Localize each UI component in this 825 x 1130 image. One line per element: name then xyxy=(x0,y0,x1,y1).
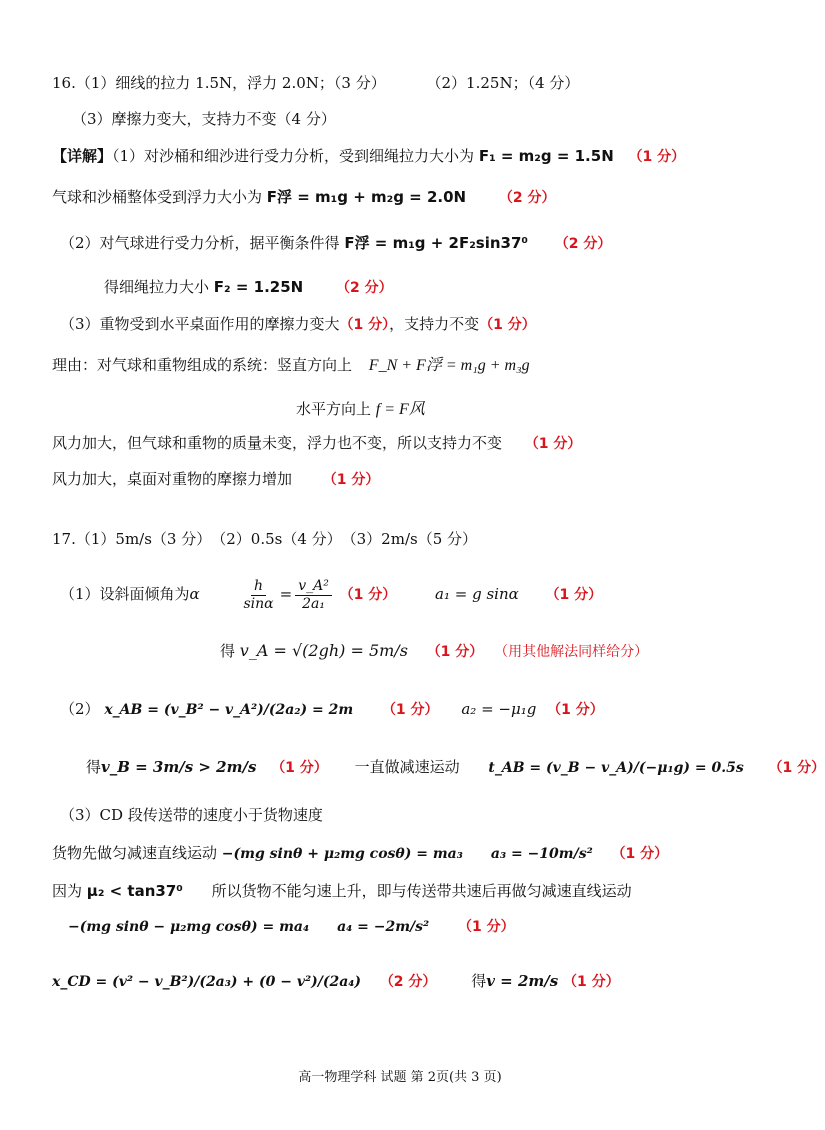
q16-detail-8 xyxy=(52,432,581,455)
result-prefix: 得 xyxy=(220,642,236,660)
q16-d2-text: 气球和沙桶整体受到浮力大小为 xyxy=(52,188,263,206)
q16-answer-line-2 xyxy=(72,108,336,130)
score-label: （1 分） xyxy=(381,702,439,718)
q17-part3-line3 xyxy=(68,915,515,938)
q17-part3-head xyxy=(60,804,323,826)
q17-p2-result: v_B = 3m/s > 2m/s xyxy=(101,758,257,776)
q17-p3-text: （3）CD 段传送带的速度小于货物速度 xyxy=(60,806,323,824)
score-label: （1 分） xyxy=(479,317,536,333)
fraction-h-over-sin xyxy=(240,578,276,613)
score-label: （1 分） xyxy=(426,644,484,660)
q17-part3-line2 xyxy=(52,880,632,902)
score-label: （1 分） xyxy=(457,919,515,935)
q16-answer-1: 16.（1）细线的拉力 1.5N，浮力 2.0N；（3 分） xyxy=(52,74,386,92)
q16-d6-text: 理由：对气球和重物组成的系统：竖直方向上 xyxy=(52,356,353,374)
q16-detail-4 xyxy=(104,276,393,299)
q17-p2-motion: 一直做减速运动 xyxy=(354,758,460,776)
result-prefix: 得 xyxy=(471,972,487,990)
q17-p1-eq2: a₁ = g sinα xyxy=(435,585,519,603)
fraction-denominator: 2a₁ xyxy=(302,595,325,612)
score-label: （1 分） xyxy=(547,702,604,718)
q17-p3-l4-eq: x_CD = (v² − v_B²)/(2a₃) + (0 − v²)/(2a₄) xyxy=(52,974,362,990)
part-prefix: （2） xyxy=(60,700,100,718)
q16-answer-2: （2）1.25N；（4 分） xyxy=(426,74,580,92)
score-label: （1 分） xyxy=(524,436,582,452)
score-label: （1 分） xyxy=(611,846,669,862)
q16-d2-equation: F浮 = m₁g + m₂g = 2.0N xyxy=(266,188,467,206)
alpha-symbol: α xyxy=(189,585,200,603)
q17-p2-eq3: t_AB = (v_B − v_A)/(−μ₁g) = 0.5s xyxy=(488,760,744,776)
q16-d4-equation: F₂ = 1.25N xyxy=(213,278,304,296)
score-label: （2 分） xyxy=(335,280,393,296)
score-label: （1 分） xyxy=(339,587,397,603)
q16-d6-equation: F_N + F浮 = m₁g + m₃g xyxy=(368,357,530,374)
score-label: （2 分） xyxy=(554,236,612,252)
score-label: （2 分） xyxy=(498,190,556,206)
page-footer: 高一物理学科 试题 第 2页(共 3 页) xyxy=(298,1070,502,1085)
q16-detail-3 xyxy=(60,232,611,255)
fraction-numerator: v_A² xyxy=(295,578,332,596)
q17-p2-eq2: a₂ = −μ₁g xyxy=(461,700,537,718)
q17-answers xyxy=(52,528,477,550)
q16-d3-equation: F浮 = m₁g + 2F₂sin37⁰ xyxy=(344,234,528,252)
q17-part3-line1 xyxy=(52,842,668,865)
q16-d5-text-b: ，支持力不变 xyxy=(389,315,480,333)
q17-part2-result xyxy=(86,756,825,779)
note-text: （用其他解法同样给分） xyxy=(494,644,649,660)
q16-detail-1 xyxy=(52,145,685,168)
q16-detail-9 xyxy=(52,468,379,491)
q17-p1-text: （1）设斜面倾角为 xyxy=(60,585,190,603)
q16-answer-3: （3）摩擦力变大，支持力不变（4 分） xyxy=(72,110,336,128)
q16-d9-text: 风力加大，桌面对重物的摩擦力增加 xyxy=(52,470,293,488)
q16-detail-7 xyxy=(296,398,425,421)
q16-detail-6 xyxy=(52,354,530,377)
fraction-v-squared xyxy=(295,578,332,613)
score-label: （2 分） xyxy=(379,974,437,990)
q17-part2-line xyxy=(60,698,604,721)
q17-p2-eq1: x_AB = (v_B² − v_A²)/(2a₂) = 2m xyxy=(104,702,354,718)
score-label: （1 分） xyxy=(562,974,620,990)
q16-d8-text: 风力加大，但气球和重物的质量未变，浮力也不变，所以支持力不变 xyxy=(52,434,503,452)
q17-p3-l3-eq: −(mg sinθ − μ₂mg cosθ) = ma₄ a₄ = −2m/s² xyxy=(68,919,430,935)
q17-p3-l2-rest: 所以货物不能匀速上升，即与传送带共速后再做匀减速直线运动 xyxy=(211,882,632,900)
q16-d7-equation: f = F风 xyxy=(375,401,425,418)
q17-p3-l1-text: 货物先做匀减速直线运动 xyxy=(52,844,218,862)
fraction-numerator: h xyxy=(251,578,266,596)
score-label: （1 分） xyxy=(339,317,390,333)
q16-d5-text-a: （3）重物受到水平桌面作用的摩擦力变大 xyxy=(60,315,340,333)
q17-part1-line: （1）设斜面倾角为α $\frac{h}{\sin\alpha}$ = $\frac{\text{v\_A²}}{\text{2a₁}}$ （1 分） a₁ = g sinα （1 分） xyxy=(60,577,603,612)
score-label: （1 分） xyxy=(628,149,686,165)
score-label: （1 分） xyxy=(545,587,603,603)
q16-detail-2 xyxy=(52,186,556,209)
result-prefix: 得 xyxy=(86,758,102,776)
q17-p3-l1-eq: −(mg sinθ + μ₂mg cosθ) = ma₃ a₃ = −10m/s² xyxy=(221,846,593,862)
q17-p3-l4-result: v = 2m/s xyxy=(486,972,559,990)
detail-tag: 【详解】 xyxy=(52,147,113,165)
score-label: （1 分） xyxy=(768,760,825,776)
q16-d1-equation: F₁ = m₂g = 1.5N xyxy=(478,147,614,165)
q16-d3-text: （2）对气球进行受力分析，据平衡条件得 xyxy=(60,234,340,252)
q16-d7-text: 水平方向上 xyxy=(296,400,372,418)
q16-d4-text: 得细绳拉力大小 xyxy=(104,278,210,296)
fraction-denominator: sinα xyxy=(243,595,274,612)
q17-p1-result: v_A = √(2gh) = 5m/s xyxy=(239,641,408,660)
score-label: （1 分） xyxy=(271,760,328,776)
q17-p3-l2-eq: μ₂ < tan37⁰ xyxy=(86,882,183,900)
score-label: （1 分） xyxy=(322,472,380,488)
q16-answer-line-1 xyxy=(52,72,579,94)
q17-part1-result xyxy=(220,640,648,663)
q16-d1-text: （1）对沙桶和细沙进行受力分析，受到细绳拉力大小为 xyxy=(112,147,475,165)
q17-p3-l2-text: 因为 xyxy=(52,882,83,900)
q17-part3-line4 xyxy=(52,970,620,993)
q16-detail-5 xyxy=(60,313,536,336)
q17-answers-text: 17.（1）5m/s（3 分） （2）0.5s（4 分） （3）2m/s（5 分） xyxy=(52,530,478,548)
